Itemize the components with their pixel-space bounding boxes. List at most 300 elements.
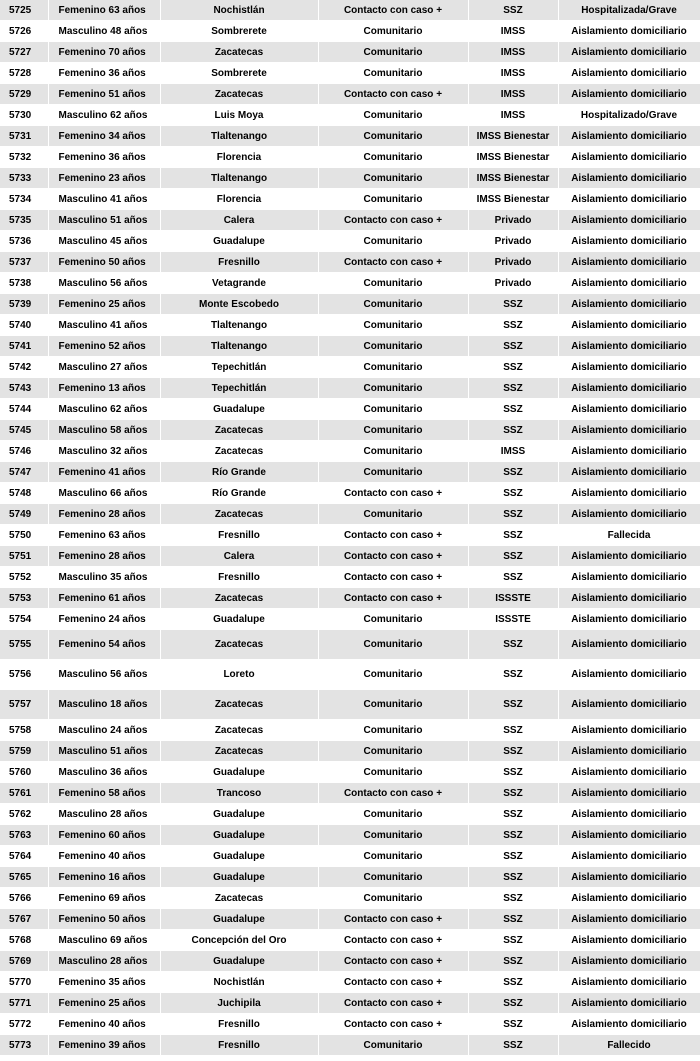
contagion-type-cell: Comunitario [318, 441, 468, 462]
status-cell: Aislamiento domiciliario [558, 951, 700, 972]
municipality-cell: Zacatecas [160, 690, 318, 720]
patient-cell: Femenino 13 años [48, 378, 160, 399]
institution-cell: SSZ [468, 951, 558, 972]
table-row [0, 462, 700, 483]
patient-cell: Femenino 41 años [48, 462, 160, 483]
contagion-type-cell: Contacto con caso + [318, 84, 468, 105]
table-row [0, 1014, 700, 1035]
institution-cell: SSZ [468, 690, 558, 720]
contagion-type-cell: Comunitario [318, 42, 468, 63]
patient-cell: Femenino 54 años [48, 630, 160, 660]
case-id-cell: 5741 [0, 336, 48, 357]
patient-cell: Femenino 24 años [48, 609, 160, 630]
table-row [0, 567, 700, 588]
status-cell: Aislamiento domiciliario [558, 909, 700, 930]
institution-cell: SSZ [468, 567, 558, 588]
contagion-type-cell: Contacto con caso + [318, 588, 468, 609]
status-cell: Aislamiento domiciliario [558, 888, 700, 909]
municipality-cell: Guadalupe [160, 762, 318, 783]
municipality-cell: Calera [160, 210, 318, 231]
status-cell: Hospitalizado/Grave [558, 105, 700, 126]
status-cell: Aislamiento domiciliario [558, 1014, 700, 1035]
table-row [0, 357, 700, 378]
case-id-cell: 5770 [0, 972, 48, 993]
institution-cell: IMSS Bienestar [468, 168, 558, 189]
patient-cell: Femenino 61 años [48, 588, 160, 609]
table-row [0, 105, 700, 126]
institution-cell: SSZ [468, 993, 558, 1014]
institution-cell: SSZ [468, 1014, 558, 1035]
table-row [0, 189, 700, 210]
municipality-cell: Nochistlán [160, 0, 318, 21]
institution-cell: SSZ [468, 909, 558, 930]
patient-cell: Masculino 28 años [48, 951, 160, 972]
status-cell: Aislamiento domiciliario [558, 462, 700, 483]
status-cell: Aislamiento domiciliario [558, 660, 700, 690]
municipality-cell: Loreto [160, 660, 318, 690]
municipality-cell: Zacatecas [160, 504, 318, 525]
patient-cell: Masculino 56 años [48, 273, 160, 294]
patient-cell: Masculino 51 años [48, 210, 160, 231]
municipality-cell: Zacatecas [160, 630, 318, 660]
table-row [0, 210, 700, 231]
case-id-cell: 5768 [0, 930, 48, 951]
institution-cell: SSZ [468, 846, 558, 867]
case-id-cell: 5738 [0, 273, 48, 294]
status-cell: Aislamiento domiciliario [558, 825, 700, 846]
table-row [0, 888, 700, 909]
contagion-type-cell: Contacto con caso + [318, 483, 468, 504]
contagion-type-cell: Contacto con caso + [318, 972, 468, 993]
table-row [0, 660, 700, 690]
table-row [0, 273, 700, 294]
table-row [0, 504, 700, 525]
institution-cell: SSZ [468, 294, 558, 315]
patient-cell: Femenino 36 años [48, 63, 160, 84]
case-id-cell: 5746 [0, 441, 48, 462]
case-id-cell: 5750 [0, 525, 48, 546]
contagion-type-cell: Contacto con caso + [318, 930, 468, 951]
municipality-cell: Concepción del Oro [160, 930, 318, 951]
institution-cell: SSZ [468, 525, 558, 546]
table-row [0, 525, 700, 546]
table-row [0, 252, 700, 273]
patient-cell: Femenino 39 años [48, 1035, 160, 1056]
patient-cell: Femenino 23 años [48, 168, 160, 189]
status-cell: Aislamiento domiciliario [558, 972, 700, 993]
municipality-cell: Trancoso [160, 783, 318, 804]
institution-cell: ISSSTE [468, 609, 558, 630]
municipality-cell: Florencia [160, 147, 318, 168]
municipality-cell: Guadalupe [160, 825, 318, 846]
municipality-cell: Tepechitlán [160, 357, 318, 378]
patient-cell: Masculino 18 años [48, 690, 160, 720]
municipality-cell: Río Grande [160, 462, 318, 483]
case-id-cell: 5725 [0, 0, 48, 21]
institution-cell: Privado [468, 273, 558, 294]
municipality-cell: Tlaltenango [160, 126, 318, 147]
case-id-cell: 5734 [0, 189, 48, 210]
patient-cell: Masculino 41 años [48, 315, 160, 336]
institution-cell: Privado [468, 210, 558, 231]
status-cell: Aislamiento domiciliario [558, 168, 700, 189]
case-id-cell: 5743 [0, 378, 48, 399]
contagion-type-cell: Comunitario [318, 105, 468, 126]
institution-cell: SSZ [468, 630, 558, 660]
institution-cell: SSZ [468, 420, 558, 441]
case-id-cell: 5740 [0, 315, 48, 336]
institution-cell: IMSS [468, 441, 558, 462]
case-id-cell: 5737 [0, 252, 48, 273]
case-id-cell: 5764 [0, 846, 48, 867]
case-id-cell: 5765 [0, 867, 48, 888]
case-id-cell: 5735 [0, 210, 48, 231]
institution-cell: Privado [468, 231, 558, 252]
contagion-type-cell: Contacto con caso + [318, 525, 468, 546]
table-row [0, 846, 700, 867]
contagion-type-cell: Contacto con caso + [318, 1014, 468, 1035]
municipality-cell: Guadalupe [160, 867, 318, 888]
institution-cell: IMSS Bienestar [468, 189, 558, 210]
municipality-cell: Luis Moya [160, 105, 318, 126]
case-id-cell: 5754 [0, 609, 48, 630]
municipality-cell: Monte Escobedo [160, 294, 318, 315]
municipality-cell: Fresnillo [160, 252, 318, 273]
patient-cell: Femenino 40 años [48, 1014, 160, 1035]
contagion-type-cell: Comunitario [318, 867, 468, 888]
patient-cell: Femenino 25 años [48, 294, 160, 315]
institution-cell: SSZ [468, 0, 558, 21]
contagion-type-cell: Comunitario [318, 462, 468, 483]
contagion-type-cell: Comunitario [318, 888, 468, 909]
table-row [0, 84, 700, 105]
contagion-type-cell: Comunitario [318, 273, 468, 294]
case-id-cell: 5763 [0, 825, 48, 846]
table-row [0, 546, 700, 567]
institution-cell: SSZ [468, 315, 558, 336]
status-cell: Aislamiento domiciliario [558, 846, 700, 867]
institution-cell: SSZ [468, 804, 558, 825]
status-cell: Aislamiento domiciliario [558, 930, 700, 951]
contagion-type-cell: Comunitario [318, 504, 468, 525]
status-cell: Aislamiento domiciliario [558, 84, 700, 105]
contagion-type-cell: Comunitario [318, 660, 468, 690]
patient-cell: Femenino 60 años [48, 825, 160, 846]
case-id-cell: 5729 [0, 84, 48, 105]
patient-cell: Masculino 28 años [48, 804, 160, 825]
status-cell: Aislamiento domiciliario [558, 690, 700, 720]
status-cell: Aislamiento domiciliario [558, 399, 700, 420]
status-cell: Aislamiento domiciliario [558, 357, 700, 378]
case-id-cell: 5755 [0, 630, 48, 660]
patient-cell: Masculino 41 años [48, 189, 160, 210]
institution-cell: ISSSTE [468, 588, 558, 609]
municipality-cell: Fresnillo [160, 525, 318, 546]
contagion-type-cell: Comunitario [318, 690, 468, 720]
contagion-type-cell: Comunitario [318, 630, 468, 660]
municipality-cell: Tlaltenango [160, 315, 318, 336]
patient-cell: Masculino 56 años [48, 660, 160, 690]
patient-cell: Femenino 50 años [48, 909, 160, 930]
institution-cell: SSZ [468, 720, 558, 741]
contagion-type-cell: Comunitario [318, 1035, 468, 1056]
table-row [0, 588, 700, 609]
institution-cell: IMSS [468, 63, 558, 84]
patient-cell: Femenino 34 años [48, 126, 160, 147]
status-cell: Aislamiento domiciliario [558, 378, 700, 399]
case-id-cell: 5767 [0, 909, 48, 930]
status-cell: Aislamiento domiciliario [558, 762, 700, 783]
patient-cell: Masculino 58 años [48, 420, 160, 441]
municipality-cell: Guadalupe [160, 609, 318, 630]
table-row [0, 609, 700, 630]
institution-cell: SSZ [468, 762, 558, 783]
contagion-type-cell: Comunitario [318, 126, 468, 147]
patient-cell: Femenino 36 años [48, 147, 160, 168]
contagion-type-cell: Comunitario [318, 147, 468, 168]
table-row [0, 315, 700, 336]
contagion-type-cell: Comunitario [318, 189, 468, 210]
contagion-type-cell: Contacto con caso + [318, 210, 468, 231]
municipality-cell: Fresnillo [160, 567, 318, 588]
patient-cell: Masculino 36 años [48, 762, 160, 783]
institution-cell: SSZ [468, 483, 558, 504]
municipality-cell: Guadalupe [160, 231, 318, 252]
contagion-type-cell: Comunitario [318, 609, 468, 630]
patient-cell: Femenino 40 años [48, 846, 160, 867]
institution-cell: Privado [468, 252, 558, 273]
table-row [0, 804, 700, 825]
table-row [0, 720, 700, 741]
contagion-type-cell: Comunitario [318, 420, 468, 441]
status-cell: Aislamiento domiciliario [558, 741, 700, 762]
institution-cell: SSZ [468, 399, 558, 420]
case-id-cell: 5758 [0, 720, 48, 741]
status-cell: Aislamiento domiciliario [558, 867, 700, 888]
municipality-cell: Zacatecas [160, 720, 318, 741]
patient-cell: Femenino 69 años [48, 888, 160, 909]
case-id-cell: 5733 [0, 168, 48, 189]
municipality-cell: Guadalupe [160, 804, 318, 825]
status-cell: Aislamiento domiciliario [558, 588, 700, 609]
case-id-cell: 5773 [0, 1035, 48, 1056]
institution-cell: SSZ [468, 660, 558, 690]
case-id-cell: 5751 [0, 546, 48, 567]
patient-cell: Masculino 66 años [48, 483, 160, 504]
contagion-type-cell: Contacto con caso + [318, 546, 468, 567]
institution-cell: SSZ [468, 1035, 558, 1056]
institution-cell: SSZ [468, 378, 558, 399]
institution-cell: IMSS [468, 21, 558, 42]
institution-cell: SSZ [468, 357, 558, 378]
case-id-cell: 5744 [0, 399, 48, 420]
institution-cell: IMSS [468, 105, 558, 126]
table-row [0, 378, 700, 399]
table-row [0, 231, 700, 252]
status-cell: Aislamiento domiciliario [558, 546, 700, 567]
case-id-cell: 5745 [0, 420, 48, 441]
table-row [0, 294, 700, 315]
case-id-cell: 5756 [0, 660, 48, 690]
patient-cell: Masculino 27 años [48, 357, 160, 378]
status-cell: Aislamiento domiciliario [558, 252, 700, 273]
status-cell: Aislamiento domiciliario [558, 804, 700, 825]
case-id-cell: 5728 [0, 63, 48, 84]
patient-cell: Masculino 45 años [48, 231, 160, 252]
patient-cell: Femenino 16 años [48, 867, 160, 888]
municipality-cell: Zacatecas [160, 588, 318, 609]
status-cell: Aislamiento domiciliario [558, 504, 700, 525]
contagion-type-cell: Comunitario [318, 294, 468, 315]
municipality-cell: Guadalupe [160, 399, 318, 420]
patient-cell: Masculino 51 años [48, 741, 160, 762]
table-row [0, 909, 700, 930]
municipality-cell: Zacatecas [160, 420, 318, 441]
municipality-cell: Zacatecas [160, 888, 318, 909]
status-cell: Aislamiento domiciliario [558, 483, 700, 504]
contagion-type-cell: Comunitario [318, 63, 468, 84]
institution-cell: SSZ [468, 888, 558, 909]
table-row [0, 1035, 700, 1056]
status-cell: Aislamiento domiciliario [558, 609, 700, 630]
municipality-cell: Calera [160, 546, 318, 567]
municipality-cell: Zacatecas [160, 741, 318, 762]
table-row [0, 825, 700, 846]
patient-cell: Femenino 51 años [48, 84, 160, 105]
municipality-cell: Zacatecas [160, 84, 318, 105]
case-id-cell: 5739 [0, 294, 48, 315]
patient-cell: Masculino 35 años [48, 567, 160, 588]
municipality-cell: Guadalupe [160, 951, 318, 972]
status-cell: Aislamiento domiciliario [558, 126, 700, 147]
institution-cell: SSZ [468, 741, 558, 762]
contagion-type-cell: Contacto con caso + [318, 909, 468, 930]
institution-cell: SSZ [468, 462, 558, 483]
case-id-cell: 5730 [0, 105, 48, 126]
status-cell: Aislamiento domiciliario [558, 720, 700, 741]
status-cell: Aislamiento domiciliario [558, 993, 700, 1014]
case-id-cell: 5752 [0, 567, 48, 588]
municipality-cell: Fresnillo [160, 1014, 318, 1035]
municipality-cell: Guadalupe [160, 909, 318, 930]
patient-cell: Femenino 35 años [48, 972, 160, 993]
status-cell: Aislamiento domiciliario [558, 21, 700, 42]
contagion-type-cell: Comunitario [318, 762, 468, 783]
status-cell: Aislamiento domiciliario [558, 336, 700, 357]
table-row [0, 993, 700, 1014]
patient-cell: Masculino 62 años [48, 399, 160, 420]
case-id-cell: 5732 [0, 147, 48, 168]
status-cell: Hospitalizada/Grave [558, 0, 700, 21]
municipality-cell: Tepechitlán [160, 378, 318, 399]
table-row [0, 42, 700, 63]
case-id-cell: 5757 [0, 690, 48, 720]
table-row [0, 483, 700, 504]
status-cell: Aislamiento domiciliario [558, 210, 700, 231]
patient-cell: Masculino 69 años [48, 930, 160, 951]
case-id-cell: 5727 [0, 42, 48, 63]
table-row [0, 630, 700, 660]
table-row [0, 126, 700, 147]
municipality-cell: Nochistlán [160, 972, 318, 993]
institution-cell: SSZ [468, 972, 558, 993]
table-row [0, 690, 700, 720]
case-id-cell: 5748 [0, 483, 48, 504]
institution-cell: SSZ [468, 504, 558, 525]
patient-cell: Femenino 63 años [48, 525, 160, 546]
institution-cell: IMSS Bienestar [468, 147, 558, 168]
contagion-type-cell: Comunitario [318, 804, 468, 825]
case-id-cell: 5753 [0, 588, 48, 609]
institution-cell: SSZ [468, 825, 558, 846]
status-cell: Aislamiento domiciliario [558, 294, 700, 315]
contagion-type-cell: Contacto con caso + [318, 783, 468, 804]
table-row [0, 399, 700, 420]
case-id-cell: 5771 [0, 993, 48, 1014]
contagion-type-cell: Comunitario [318, 741, 468, 762]
municipality-cell: Fresnillo [160, 1035, 318, 1056]
patient-cell: Femenino 28 años [48, 504, 160, 525]
municipality-cell: Zacatecas [160, 441, 318, 462]
contagion-type-cell: Contacto con caso + [318, 993, 468, 1014]
status-cell: Fallecida [558, 525, 700, 546]
contagion-type-cell: Comunitario [318, 315, 468, 336]
status-cell: Aislamiento domiciliario [558, 231, 700, 252]
institution-cell: SSZ [468, 546, 558, 567]
municipality-cell: Sombrerete [160, 21, 318, 42]
patient-cell: Femenino 25 años [48, 993, 160, 1014]
municipality-cell: Tlaltenango [160, 168, 318, 189]
patient-cell: Masculino 48 años [48, 21, 160, 42]
case-id-cell: 5762 [0, 804, 48, 825]
contagion-type-cell: Comunitario [318, 357, 468, 378]
case-id-cell: 5761 [0, 783, 48, 804]
contagion-type-cell: Contacto con caso + [318, 0, 468, 21]
case-id-cell: 5736 [0, 231, 48, 252]
institution-cell: IMSS [468, 42, 558, 63]
institution-cell: SSZ [468, 336, 558, 357]
patient-cell: Femenino 52 años [48, 336, 160, 357]
contagion-type-cell: Comunitario [318, 720, 468, 741]
table-row [0, 63, 700, 84]
table-row [0, 930, 700, 951]
contagion-type-cell: Comunitario [318, 21, 468, 42]
municipality-cell: Florencia [160, 189, 318, 210]
table-row [0, 168, 700, 189]
institution-cell: IMSS Bienestar [468, 126, 558, 147]
patient-cell: Femenino 70 años [48, 42, 160, 63]
contagion-type-cell: Comunitario [318, 336, 468, 357]
case-id-cell: 5742 [0, 357, 48, 378]
contagion-type-cell: Comunitario [318, 825, 468, 846]
contagion-type-cell: Comunitario [318, 846, 468, 867]
status-cell: Aislamiento domiciliario [558, 63, 700, 84]
table-row [0, 867, 700, 888]
table-row [0, 21, 700, 42]
municipality-cell: Sombrerete [160, 63, 318, 84]
table-row [0, 951, 700, 972]
patient-cell: Femenino 50 años [48, 252, 160, 273]
table-row [0, 441, 700, 462]
status-cell: Aislamiento domiciliario [558, 273, 700, 294]
patient-cell: Masculino 24 años [48, 720, 160, 741]
table-row [0, 783, 700, 804]
table-row [0, 420, 700, 441]
table-row [0, 147, 700, 168]
municipality-cell: Guadalupe [160, 846, 318, 867]
municipality-cell: Tlaltenango [160, 336, 318, 357]
patient-cell: Femenino 58 años [48, 783, 160, 804]
